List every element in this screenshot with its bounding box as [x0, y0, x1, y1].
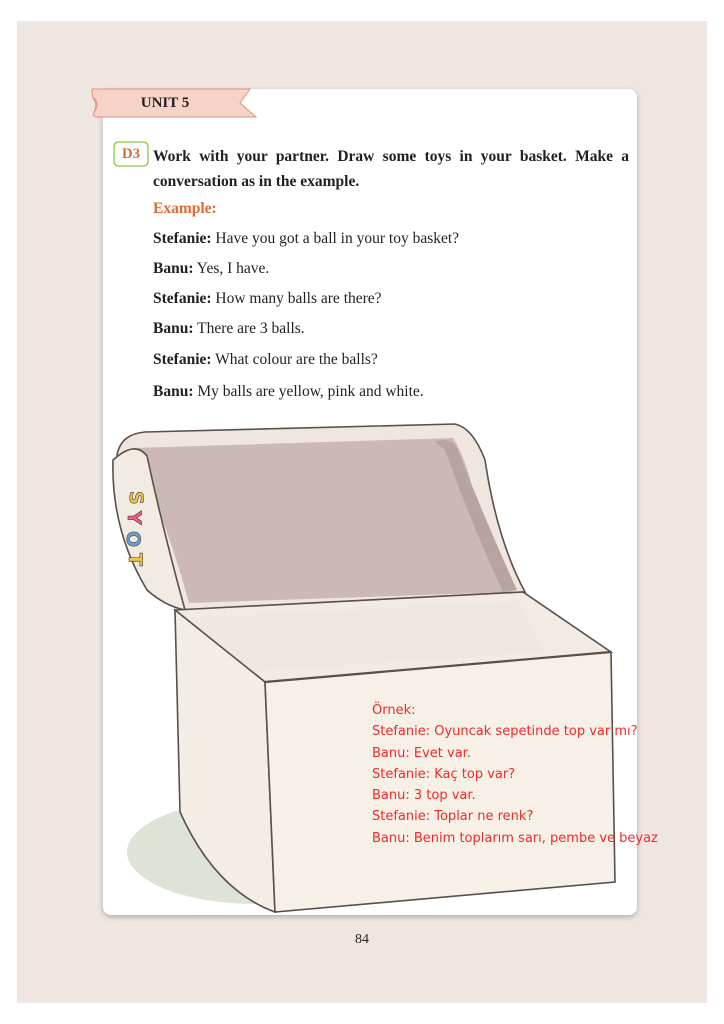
dialogue-line [153, 290, 382, 308]
speaker: Stefanie: [153, 290, 212, 307]
translation-line: Stefanie: Toplar ne renk? [372, 809, 534, 825]
utterance: Have you got a ball in your toy basket? [211, 230, 460, 247]
dialogue-line [153, 320, 305, 338]
letter-t: T [124, 553, 146, 566]
utterance: Yes, I have. [193, 260, 270, 277]
dialogue-line [153, 351, 378, 369]
example-heading: Example: [153, 200, 217, 217]
translation-line: Banu: Evet var. [372, 745, 471, 761]
translation-line: Banu: Benim toplarım sarı, pembe ve beyaz [372, 830, 658, 846]
utterance: There are 3 balls. [193, 320, 305, 337]
speaker: Banu: [153, 260, 194, 277]
translation-line: Banu: 3 top var. [372, 788, 476, 804]
exercise-badge: D3 [121, 146, 141, 162]
speaker: Banu: [153, 320, 194, 337]
page-number: 84 [355, 932, 369, 947]
exercise-instruction: Work with your partner. Draw some toys in your basket. Make a conversation as in the example. [153, 148, 629, 190]
speaker: Stefanie: [153, 230, 212, 247]
letter-o: O [122, 531, 144, 548]
letter-y: Y [123, 511, 145, 525]
dialogue-line [153, 230, 459, 248]
translation-line: Stefanie: Kaç top var? [372, 766, 516, 782]
translation-line: Örnek: [372, 703, 416, 718]
translation-block [372, 700, 658, 849]
utterance: What colour are the balls? [211, 351, 378, 368]
dialogue-line [153, 383, 424, 401]
translation-line: Stefanie: Oyuncak sepetinde top var mı? [372, 724, 638, 740]
letter-s: S [125, 491, 147, 505]
speaker: Stefanie: [153, 351, 212, 368]
unit-title: UNIT 5 [140, 95, 190, 111]
utterance: My balls are yellow, pink and white. [193, 383, 424, 400]
dialogue-line [153, 260, 269, 278]
utterance: How many balls are there? [211, 290, 382, 307]
speaker: Banu: [153, 383, 194, 400]
